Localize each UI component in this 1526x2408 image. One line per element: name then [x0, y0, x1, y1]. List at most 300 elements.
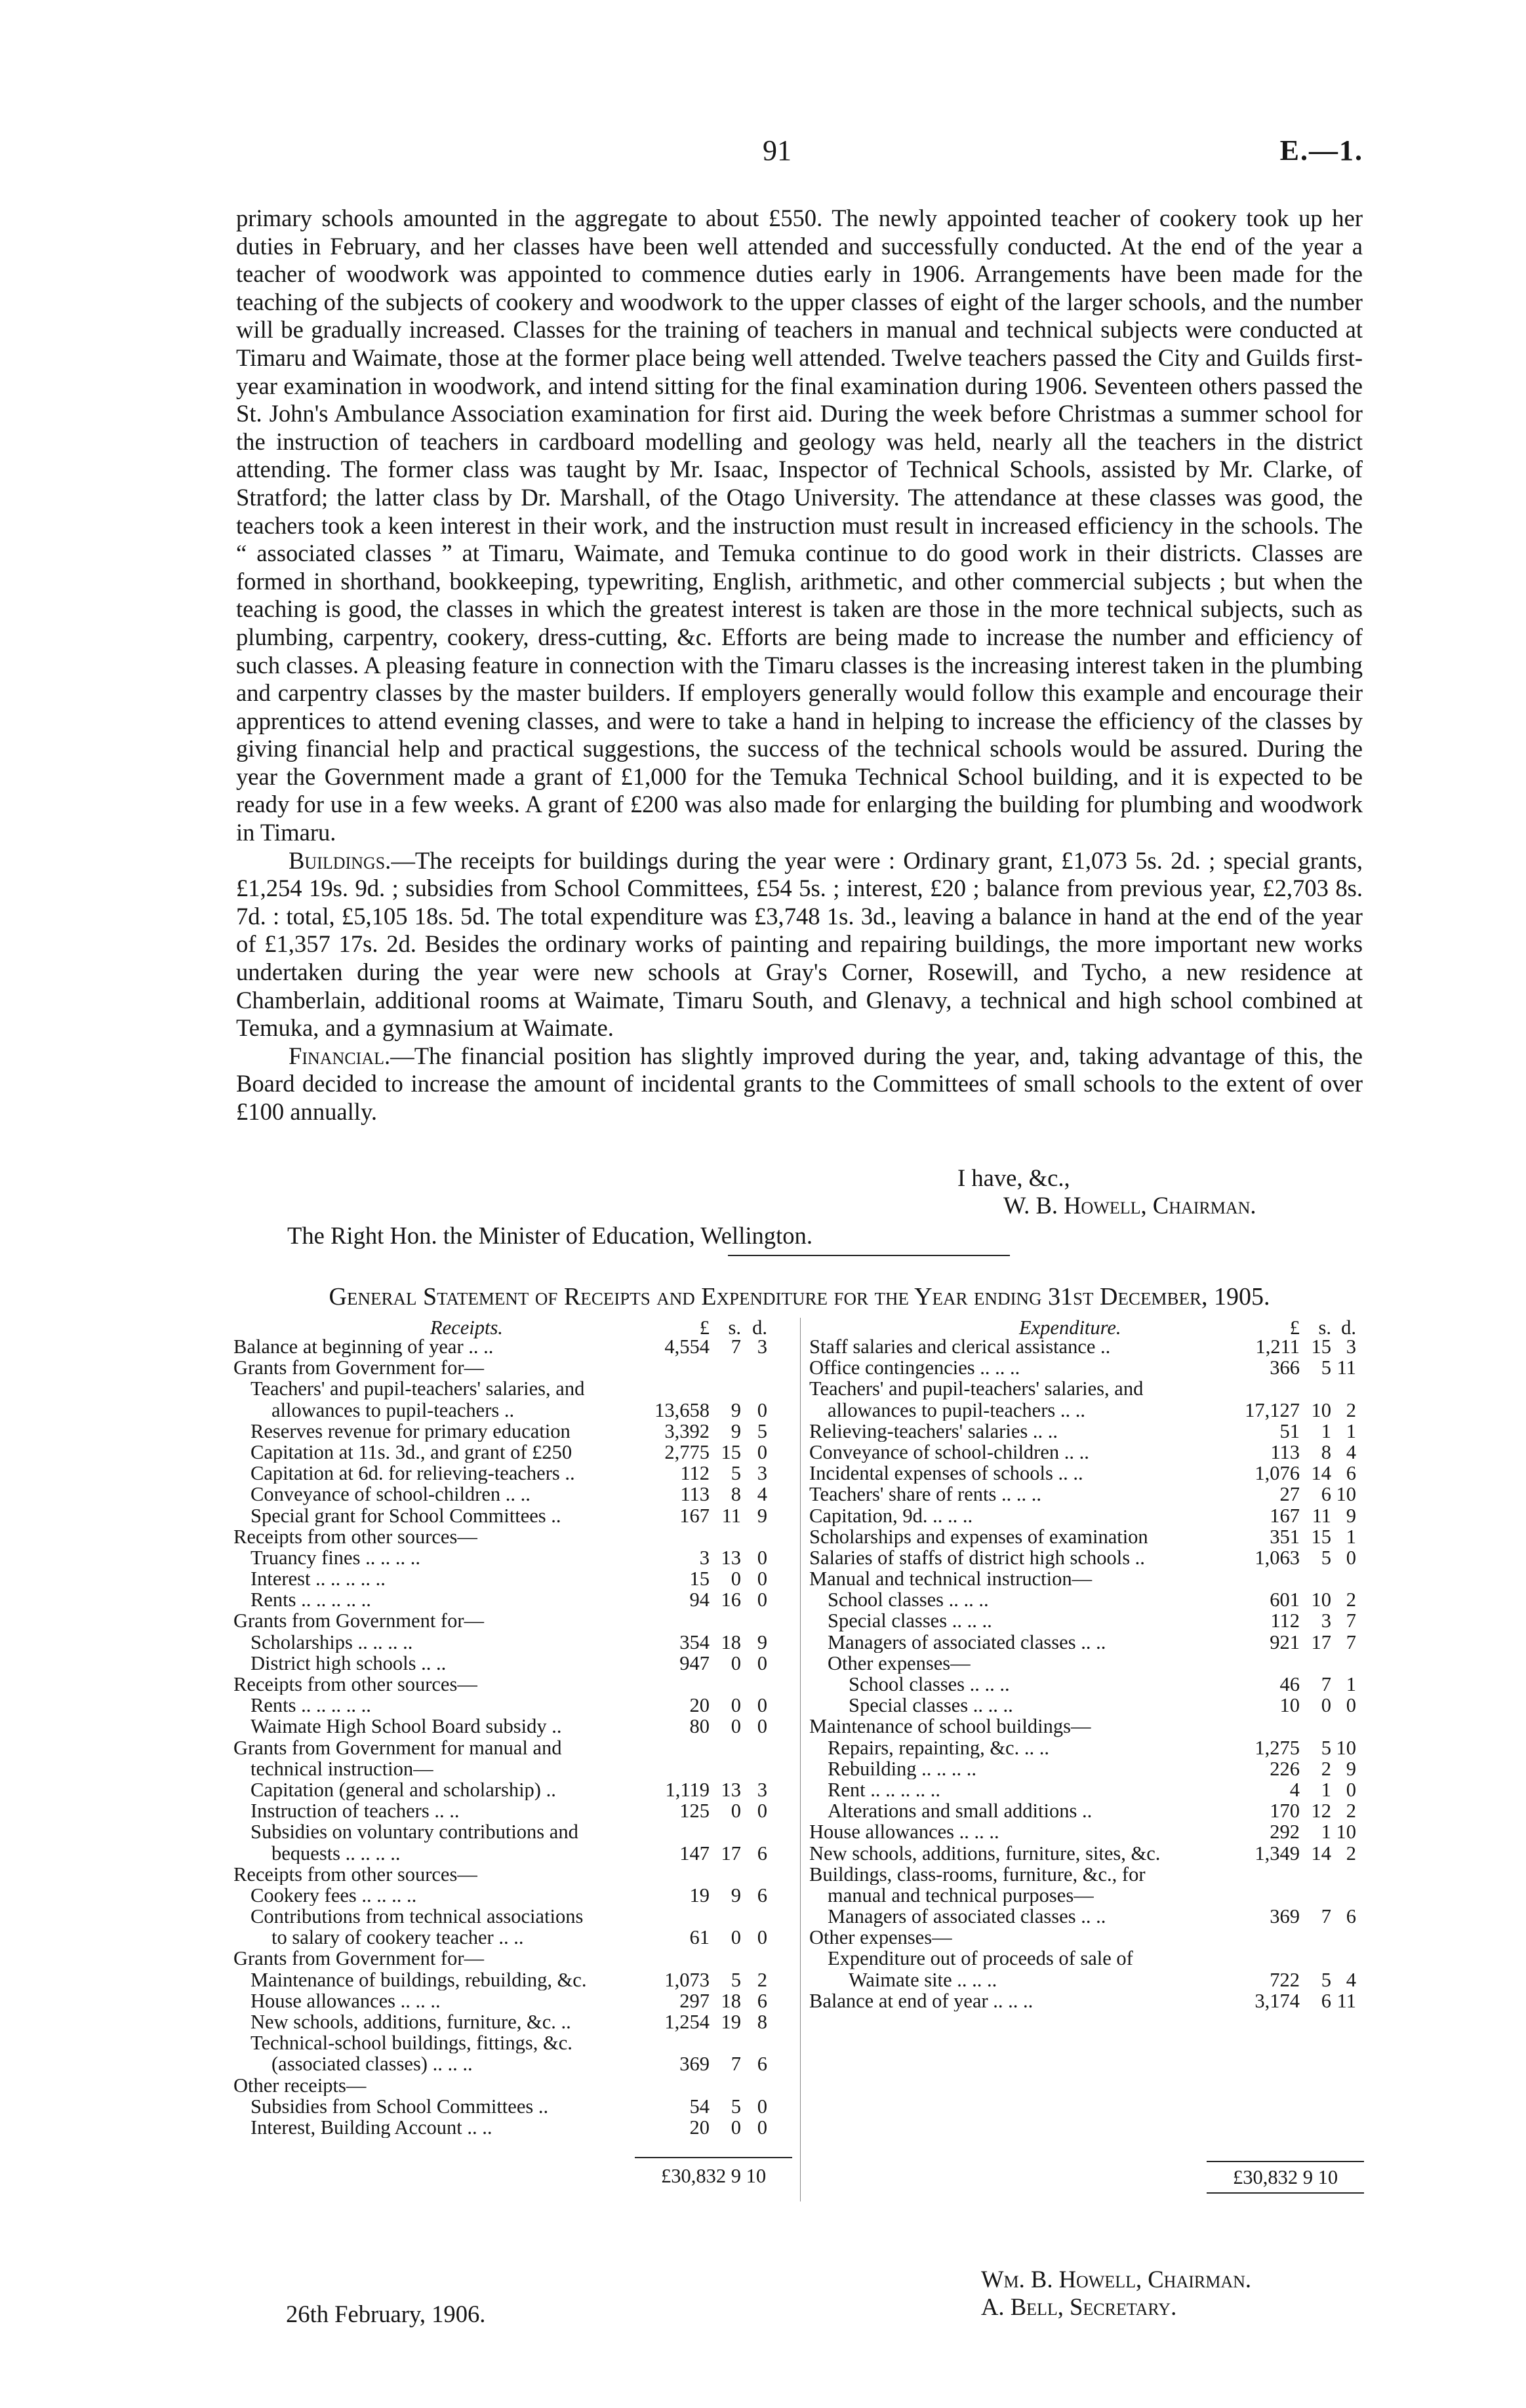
statement-row	[233, 1463, 792, 1484]
row-label: Subsidies from School Committees ..	[251, 2095, 549, 2117]
statement-row	[233, 1737, 792, 1758]
statement-row	[233, 1800, 792, 1821]
pounds-value: 3	[699, 1546, 710, 1569]
row-label: Expenditure out of proceeds of sale of	[828, 1948, 1133, 1969]
intro-paragraph: primary schools amounted in the aggregate to about £550. The newly appointed teacher of cookery took up her duties in February, and her classes have been well attended and successfully conducted. At the end of the year a teacher of woodwork was appointed to commence duties early in 1906. Arrangements have been made for the teaching of the subjects of cookery and woodwork to the upper classes of eight of the larger schools, and the number will be gradually increased. Classes for the training of teachers in manual and technical subjects were conducted at Timaru and Waimate, those at the former place being well attended. Twelve teachers passed the City and Guilds first-year examination in woodwork, and intend sitting for the final examination during 1906. Seventeen others passed the St. John's Ambulance Association examination for first aid. During the week before Christmas a summer school for the instruction of teachers in cardboard modelling and geology was held, nearly all the teachers in the district attending. The former class was taught by Mr. Isaac, Inspector of Technical Schools, assisted by Mr. Clarke, of Stratford; the latter class by Dr. Marshall, of the Otago University. The attendance at these classes was good, the teachers took a keen interest in their work, and the instruction must result in increased efficiency in the schools. The “ associated classes ” at Timaru, Waimate, and Temuka continue to do good work in their districts. Classes are formed in shorthand, bookkeeping, typewriting, English, arithmetic, and other commercial subjects ; but when the teaching is good, the classes in which the greatest interest is taken are those in the more technical subjects, such as plumbing, carpentry, cookery, dress-cutting, &c. Efforts are being made to increase the number and efficiency of such classes. A pleasing feature in connection with the Timaru classes is the increasing interest taken in the plumbing and carpentry classes by the master builders. If employers generally would follow this example and encourage their apprentices to attend evening classes, and were to take a hand in helping to increase the efficiency of the classes by giving financial help and practical suggestions, the success of the technical schools would be assured. During the year the Government made a grant of £1,000 for the Temuka Technical School building, and it is expected to be ready for use in a few weeks. A grant of £200 was also made for enlarging the building for plumbing and woodwork in Timaru.	[236, 205, 1363, 846]
statement-row	[233, 2011, 792, 2032]
shillings-value: 7	[1321, 1905, 1331, 1928]
expenditure-total: £30,832 9 10	[1207, 2161, 1364, 2194]
row-label: Salaries of staffs of district high schools ..	[809, 1547, 1145, 1569]
shillings-value: 6	[1321, 1483, 1331, 1506]
row-label: New schools, additions, furniture, &c. ..	[251, 2011, 571, 2033]
pence-value: 0	[757, 1568, 767, 1590]
statement-row	[233, 1885, 792, 1906]
shillings-value: 12	[1311, 1800, 1331, 1823]
pence-value: 0	[757, 1694, 767, 1717]
shillings-value: 0	[731, 1926, 741, 1949]
pence-header: d.	[752, 1316, 767, 1339]
pounds-value: 1,119	[665, 1778, 710, 1801]
statement-row	[809, 1779, 1364, 1800]
row-label: Managers of associated classes .. ..	[828, 1906, 1106, 1927]
shillings-value: 13	[721, 1546, 741, 1569]
shillings-value: 3	[1321, 1609, 1331, 1632]
closing-phrase: I have, &c.,	[957, 1164, 1070, 1191]
row-label: Staff salaries and clerical assistance ..	[809, 1336, 1111, 1358]
statement-row	[809, 1463, 1364, 1484]
row-label: Grants from Government for—	[233, 1357, 484, 1379]
statement-row	[233, 1779, 792, 1800]
pounds-value: 147	[679, 1842, 710, 1865]
pence-value: 9	[1346, 1504, 1356, 1527]
pounds-value: 51	[1279, 1419, 1300, 1442]
pounds-value: 366	[1270, 1356, 1300, 1379]
receipts-header	[233, 1316, 792, 1339]
statement-row	[809, 1800, 1364, 1821]
row-label: Other receipts—	[233, 2074, 367, 2096]
pence-value: 0	[1346, 1778, 1356, 1801]
shillings-value: 1	[1321, 1821, 1331, 1844]
statement-row	[233, 2075, 792, 2096]
expenditure-rows	[809, 1336, 1364, 2011]
pounds-value: 167	[679, 1504, 710, 1527]
row-label: Receipts from other sources—	[233, 1526, 477, 1547]
row-label: Relieving-teachers' salaries .. ..	[809, 1420, 1058, 1442]
statement-row	[233, 2053, 792, 2074]
statement-row	[233, 1505, 792, 1526]
row-label: Reserves revenue for primary education	[251, 1420, 571, 1442]
shillings-value: 7	[731, 2053, 741, 2076]
row-label: Waimate site .. .. ..	[849, 1969, 997, 1990]
statement-row	[233, 1378, 792, 1399]
row-label: allowances to pupil-teachers .. ..	[828, 1399, 1085, 1421]
page-header	[0, 134, 1526, 173]
statement-row	[233, 1547, 792, 1568]
row-label: Incidental expenses of schools .. ..	[809, 1463, 1083, 1484]
pence-value: 5	[757, 1419, 767, 1442]
pence-value: 0	[757, 1715, 767, 1738]
pounds-value: 722	[1270, 1968, 1300, 1991]
report-body	[236, 205, 1363, 1126]
expenditure-column	[809, 1316, 1364, 2011]
pounds-value: 54	[689, 2095, 710, 2118]
pence-value: 0	[757, 1440, 767, 1463]
statement-row	[233, 1948, 792, 1969]
shillings-value: 16	[721, 1589, 741, 1611]
shillings-value: 15	[1311, 1335, 1331, 1358]
row-label: Scholarships and expenses of examination	[809, 1526, 1148, 1547]
pence-value: 0	[757, 1651, 767, 1674]
pounds-value: 170	[1270, 1800, 1300, 1823]
shillings-value: 18	[721, 1630, 741, 1653]
row-label: Special grant for School Committees ..	[251, 1505, 561, 1526]
shillings-header: s.	[728, 1316, 741, 1339]
buildings-heading: Buildings.	[289, 846, 392, 874]
row-label: Subsidies on voluntary contributions and	[251, 1821, 578, 1843]
row-label: Office contingencies .. .. ..	[809, 1357, 1020, 1379]
pounds-value: 94	[689, 1589, 710, 1611]
row-label: Repairs, repainting, &c. .. ..	[828, 1737, 1049, 1758]
statement-row	[233, 1421, 792, 1442]
shillings-value: 0	[731, 2116, 741, 2139]
row-label: Teachers' and pupil-teachers' salaries, and	[809, 1378, 1144, 1400]
buildings-text: —The receipts for buildings during the year were : Ordinary grant, £1,073 5s. 2d. ; special grants, £1,254 19s. 9d. ; subsidies from School Committees, £54 5s. ; interest, £20 ; balance from previous year, £2,703 8s. 7d. : total, £5,105 18s. 5d. The total expenditure was £3,748 1s. 3d., leaving a balance in hand at the end of the year of £1,357 17s. 2d. Besides the ordinary works of painting and repairing buildings, the more important new works undertaken during the year were new schools at Gray's Corner, Rosewill, and Tycho, a new residence at Chamberlain, additional rooms at Waimate, Timaru South, and Glenavy, a technical and high school combined at Temuka, and a gymnasium at Waimate.	[236, 846, 1363, 1042]
receipts-rows	[233, 1336, 792, 2138]
pence-value: 6	[757, 1842, 767, 1865]
receipts-total: £30,832 9 10	[660, 2165, 767, 2187]
pence-value: 0	[757, 2095, 767, 2118]
pounds-value: 297	[679, 1989, 710, 2012]
pounds-value: 112	[1270, 1609, 1300, 1632]
row-label: Capitation (general and scholarship) ..	[251, 1779, 556, 1801]
statement-row	[809, 1716, 1364, 1737]
pence-value: 3	[757, 1462, 767, 1485]
statement-row	[809, 1547, 1364, 1568]
statement-row	[809, 1526, 1364, 1547]
financial-paragraph	[236, 1042, 1363, 1126]
statement-row	[233, 1484, 792, 1505]
shillings-value: 5	[731, 1968, 741, 1991]
pence-value: 11	[1336, 1989, 1356, 2012]
shillings-value: 17	[721, 1842, 741, 1865]
buildings-paragraph	[236, 847, 1363, 1042]
row-label: allowances to pupil-teachers ..	[271, 1399, 515, 1421]
statement-row	[809, 1336, 1364, 1357]
statement-row	[233, 1695, 792, 1716]
pence-value: 11	[1336, 1356, 1356, 1379]
pounds-value: 1,275	[1255, 1736, 1300, 1759]
pence-value: 7	[1346, 1630, 1356, 1653]
pence-value: 10	[1336, 1821, 1356, 1844]
shillings-value: 9	[731, 1419, 741, 1442]
pounds-value: 1,063	[1255, 1546, 1300, 1569]
row-label: School classes .. .. ..	[849, 1674, 1010, 1695]
pounds-value: 19	[689, 1884, 710, 1906]
pounds-value: 167	[1270, 1504, 1300, 1527]
statement-row	[233, 1610, 792, 1631]
shillings-value: 15	[1311, 1525, 1331, 1548]
row-label: Rent .. .. .. .. ..	[828, 1779, 940, 1801]
statement-row	[233, 1400, 792, 1421]
row-label: to salary of cookery teacher .. ..	[271, 1927, 524, 1948]
row-label: Interest, Building Account .. ..	[251, 2116, 492, 2139]
pounds-value: 80	[689, 1715, 710, 1738]
statement-row	[809, 1632, 1364, 1653]
row-label: Buildings, class-rooms, furniture, &c., for	[809, 1863, 1146, 1885]
chairman-name: Wm. B. Howell, Chairman.	[981, 2266, 1252, 2293]
pence-value: 6	[757, 2053, 767, 2076]
row-label: Teachers' share of rents .. .. ..	[809, 1484, 1041, 1505]
row-label: Cookery fees .. .. .. ..	[251, 1884, 417, 1906]
financial-heading: Financial.	[289, 1042, 391, 1069]
pence-value: 10	[1336, 1483, 1356, 1506]
row-label: Grants from Government for manual and	[233, 1737, 562, 1758]
pounds-value: 3,392	[664, 1419, 710, 1442]
statement-row	[809, 1357, 1364, 1378]
pounds-value: 351	[1270, 1525, 1300, 1548]
pounds-value: 4,554	[664, 1335, 710, 1358]
statement-row	[233, 1336, 792, 1357]
statement-row	[809, 1505, 1364, 1526]
pounds-value: 947	[679, 1651, 710, 1674]
shillings-value: 7	[731, 1335, 741, 1358]
receipts-heading: Receipts.	[430, 1316, 503, 1339]
statement-row	[809, 1378, 1364, 1399]
shillings-value: 0	[731, 1694, 741, 1717]
chairman-signature: W. B. Howell, Chairman.	[1003, 1192, 1256, 1219]
receipts-column	[233, 1316, 792, 2138]
addressee: The Right Hon. the Minister of Education, Wellington.	[287, 1222, 813, 1249]
expenditure-header	[809, 1316, 1364, 1339]
pence-value: 0	[757, 1546, 767, 1569]
statement-row	[233, 1442, 792, 1463]
shillings-value: 15	[721, 1440, 741, 1463]
statement-row	[809, 1674, 1364, 1695]
statement-date: 26th February, 1906.	[286, 2300, 486, 2327]
statement-row	[233, 2117, 792, 2138]
pounds-value: 226	[1270, 1757, 1300, 1780]
pounds-value: 1,349	[1255, 1842, 1300, 1865]
row-label: Rents .. .. .. .. ..	[251, 1589, 371, 1611]
shillings-value: 5	[731, 1462, 741, 1485]
shillings-value: 18	[721, 1989, 741, 2012]
row-label: manual and technical purposes—	[828, 1884, 1094, 1906]
pence-value: 6	[757, 1989, 767, 2012]
statement-row	[233, 1674, 792, 1695]
row-label: Technical-school buildings, fittings, &c.	[251, 2032, 572, 2054]
row-label: bequests .. .. .. ..	[271, 1842, 401, 1864]
statement-row	[233, 1716, 792, 1737]
shillings-value: 17	[1311, 1630, 1331, 1653]
shillings-value: 8	[1321, 1440, 1331, 1463]
statement-row	[809, 1821, 1364, 1842]
pounds-value: 17,127	[1245, 1398, 1300, 1421]
pence-value: 4	[1346, 1968, 1356, 1991]
shillings-value: 11	[1312, 1504, 1331, 1527]
shillings-value: 13	[721, 1778, 741, 1801]
shillings-value: 10	[1311, 1589, 1331, 1611]
receipts-total-rule	[635, 2157, 792, 2158]
statement-row	[809, 1990, 1364, 2011]
statement-row	[809, 1421, 1364, 1442]
statement-row	[233, 1357, 792, 1378]
pounds-value: 15	[689, 1568, 710, 1590]
statement-row	[809, 1843, 1364, 1864]
row-label: Special classes .. .. ..	[828, 1610, 992, 1632]
pence-value: 2	[1346, 1589, 1356, 1611]
pence-value: 2	[757, 1968, 767, 1991]
pence-value: 8	[757, 2011, 767, 2033]
column-divider	[800, 1318, 801, 2201]
statement-row	[809, 1400, 1364, 1421]
row-label: House allowances .. .. ..	[809, 1821, 999, 1843]
shillings-header: s.	[1318, 1316, 1331, 1339]
row-label: New schools, additions, furniture, sites, &c.	[809, 1842, 1161, 1864]
statement-row	[233, 1969, 792, 1990]
pence-value: 9	[757, 1504, 767, 1527]
row-label: (associated classes) .. .. ..	[271, 2053, 473, 2075]
shillings-value: 0	[731, 1568, 741, 1590]
statement-signers	[981, 2266, 1251, 2321]
row-label: Special classes .. .. ..	[849, 1695, 1013, 1716]
pounds-value: 3,174	[1255, 1989, 1300, 2012]
statement-row	[233, 1758, 792, 1779]
pence-header: d.	[1341, 1316, 1356, 1339]
shillings-value: 7	[1321, 1673, 1331, 1695]
pence-value: 4	[1346, 1440, 1356, 1463]
statement-row	[809, 1864, 1364, 1885]
pence-value: 9	[1346, 1757, 1356, 1780]
shillings-value: 5	[1321, 1968, 1331, 1991]
expenditure-heading: Expenditure.	[1019, 1316, 1121, 1339]
row-label: Alterations and small additions ..	[828, 1800, 1093, 1822]
statement-row	[233, 1526, 792, 1547]
row-label: Conveyance of school-children .. ..	[251, 1484, 531, 1505]
row-label: Maintenance of school buildings—	[809, 1716, 1091, 1737]
row-label: District high schools .. ..	[251, 1652, 447, 1674]
statement-row	[233, 1990, 792, 2011]
pence-value: 0	[757, 1398, 767, 1421]
pounds-value: 20	[689, 2116, 710, 2139]
shillings-value: 10	[1311, 1398, 1331, 1421]
statement-row	[233, 2096, 792, 2117]
statement-title: General Statement of Receipts and Expenditure for the Year ending 31st December, 1905.	[329, 1283, 1270, 1311]
shillings-value: 2	[1321, 1757, 1331, 1780]
pounds-value: 1,254	[664, 2011, 710, 2033]
shillings-value: 5	[1321, 1546, 1331, 1569]
pounds-value: 113	[680, 1483, 710, 1506]
pounds-value: 354	[679, 1630, 710, 1653]
pence-value: 0	[757, 2116, 767, 2139]
pounds-value: 601	[1270, 1589, 1300, 1611]
pence-value: 6	[1346, 1905, 1356, 1928]
statement-row	[233, 1632, 792, 1653]
row-label: Rents .. .. .. .. ..	[251, 1695, 371, 1716]
row-label: Manual and technical instruction—	[809, 1568, 1093, 1590]
pounds-value: 1,211	[1255, 1335, 1300, 1358]
pounds-value: 921	[1270, 1630, 1300, 1653]
pounds-header: £	[1289, 1316, 1300, 1339]
statement-row	[233, 1864, 792, 1885]
statement-row	[233, 1589, 792, 1610]
pounds-value: 10	[1279, 1694, 1300, 1717]
pence-value: 9	[757, 1630, 767, 1653]
pounds-value: 61	[689, 1926, 710, 1949]
row-label: Capitation at 6d. for relieving-teachers ..	[251, 1463, 575, 1484]
statement-row	[809, 1906, 1364, 1927]
shillings-value: 5	[1321, 1736, 1331, 1759]
pounds-value: 46	[1279, 1673, 1300, 1695]
row-label: Other expenses—	[828, 1652, 971, 1674]
statement-row	[809, 1653, 1364, 1674]
pence-value: 0	[757, 1926, 767, 1949]
shillings-value: 9	[731, 1398, 741, 1421]
pounds-value: 20	[689, 1694, 710, 1717]
statement-row	[233, 1821, 792, 1842]
row-label: Receipts from other sources—	[233, 1674, 477, 1695]
row-label: Interest .. .. .. .. ..	[251, 1568, 386, 1590]
pence-value: 0	[757, 1589, 767, 1611]
statement-row	[809, 1568, 1364, 1589]
pence-value: 3	[1346, 1335, 1356, 1358]
pounds-header: £	[699, 1316, 710, 1339]
statement-row	[233, 1568, 792, 1589]
pence-value: 2	[1346, 1842, 1356, 1865]
pounds-value: 112	[680, 1462, 710, 1485]
row-label: School classes .. .. ..	[828, 1589, 989, 1611]
pounds-value: 1,073	[664, 1968, 710, 1991]
pence-value: 4	[757, 1483, 767, 1506]
shillings-value: 9	[731, 1884, 741, 1906]
pence-value: 0	[1346, 1546, 1356, 1569]
row-label: Waimate High School Board subsidy ..	[251, 1716, 562, 1737]
document-reference: E.—1.	[1279, 134, 1363, 167]
shillings-value: 1	[1321, 1778, 1331, 1801]
pence-value: 3	[757, 1335, 767, 1358]
statement-row	[233, 1843, 792, 1864]
pounds-value: 113	[1270, 1440, 1300, 1463]
pounds-value: 125	[679, 1800, 710, 1823]
row-label: Contributions from technical associations	[251, 1906, 584, 1927]
shillings-value: 0	[1321, 1694, 1331, 1717]
row-label: Receipts from other sources—	[233, 1863, 477, 1885]
page-number: 91	[763, 134, 792, 167]
pence-value: 7	[1346, 1609, 1356, 1632]
row-label: Other expenses—	[809, 1927, 952, 1948]
shillings-value: 14	[1311, 1462, 1331, 1485]
secretary-name: A. Bell, Secretary.	[981, 2293, 1177, 2320]
shillings-value: 11	[721, 1504, 741, 1527]
row-label: Instruction of teachers .. ..	[251, 1800, 460, 1822]
statement-row	[809, 1610, 1364, 1631]
pence-value: 2	[1346, 1398, 1356, 1421]
pence-value: 6	[757, 1884, 767, 1906]
row-label: technical instruction—	[251, 1758, 433, 1779]
shillings-value: 5	[1321, 1356, 1331, 1379]
pounds-value: 2,775	[664, 1440, 710, 1463]
pence-value: 1	[1346, 1525, 1356, 1548]
pence-value: 1	[1346, 1673, 1356, 1695]
row-label: Scholarships .. .. .. ..	[251, 1631, 413, 1653]
pence-value: 3	[757, 1778, 767, 1801]
pence-value: 0	[1346, 1694, 1356, 1717]
row-label: Grants from Government for—	[233, 1610, 484, 1632]
pence-value: 0	[757, 1800, 767, 1823]
statement-row	[809, 1927, 1364, 1948]
statement-row	[809, 1948, 1364, 1969]
pounds-value: 292	[1270, 1821, 1300, 1844]
row-label: Capitation, 9d. .. .. ..	[809, 1505, 973, 1526]
shillings-value: 5	[731, 2095, 741, 2118]
row-label: Grants from Government for—	[233, 1948, 484, 1969]
statement-row	[809, 1737, 1364, 1758]
row-label: House allowances .. .. ..	[251, 1990, 441, 2012]
row-label: Balance at end of year .. .. ..	[809, 1990, 1034, 2012]
row-label: Truancy fines .. .. .. ..	[251, 1547, 420, 1569]
section-rule	[728, 1255, 1010, 1256]
pounds-value: 369	[679, 2053, 710, 2076]
row-label: Balance at beginning of year .. ..	[233, 1336, 494, 1358]
statement-row	[809, 1589, 1364, 1610]
pence-value: 1	[1346, 1419, 1356, 1442]
financial-text: —The financial position has slightly improved during the year, and, taking advantage of this, the Board decided to increase the amount of incidental grants to the Committees of small schools to the extent of over £100 annually.	[236, 1042, 1363, 1125]
pounds-value: 369	[1270, 1905, 1300, 1928]
statement-row	[809, 1758, 1364, 1779]
pounds-value: 27	[1279, 1483, 1300, 1506]
statement-row	[233, 2032, 792, 2053]
row-label: Teachers' and pupil-teachers' salaries, and	[251, 1378, 585, 1400]
shillings-value: 0	[731, 1715, 741, 1738]
pence-value: 2	[1346, 1800, 1356, 1823]
